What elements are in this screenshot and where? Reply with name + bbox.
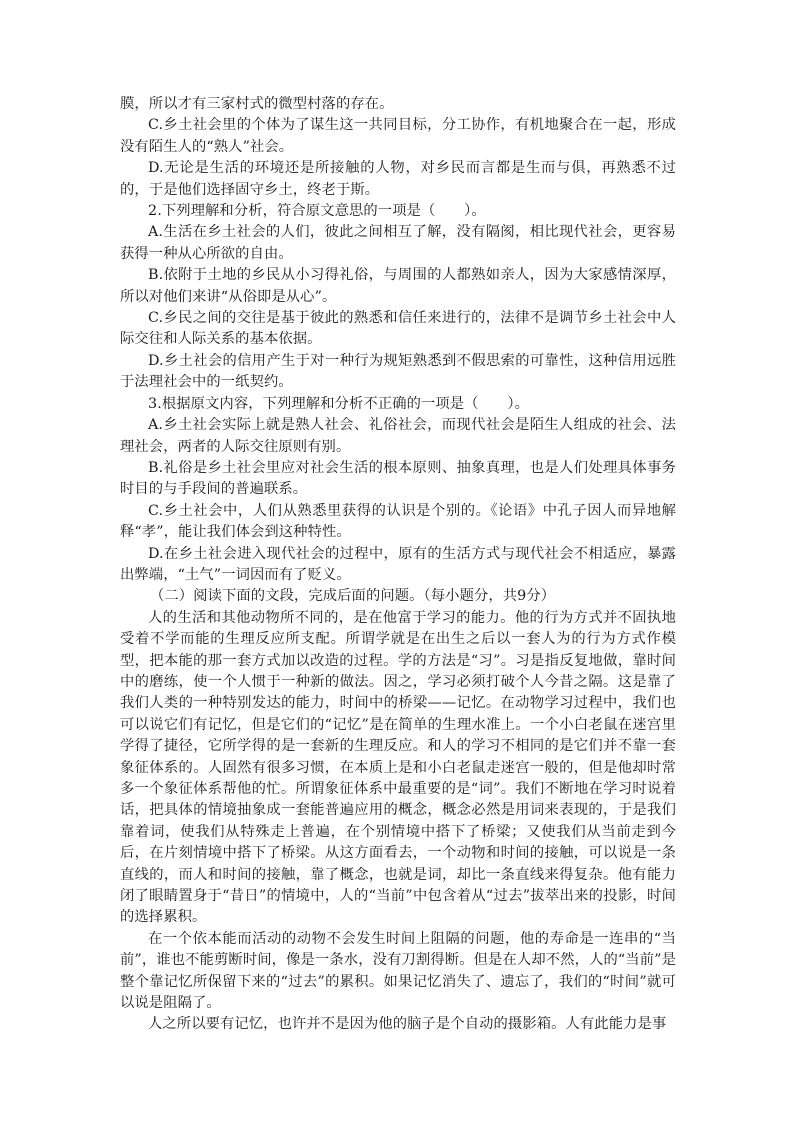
q3-option-c: C.乡土社会中，人们从熟悉里获得的认识是个别的。《论语》中孔子因人而异地解释“孝”，能让我们体会到这种特性。 <box>120 502 676 541</box>
q1-option-d: D.无论是生活的环境还是所接触的人物，对乡民而言都是生而与俱，再熟悉不过的，于是他们选择固守乡土，终老于斯。 <box>120 160 676 198</box>
q2-option-c: C.乡民之间的交往是基于彼此的熟悉和信任来进行的，法律不是调节乡土社会中人际交往和人际关系的基本依据。 <box>120 310 676 348</box>
reading-paragraph-2: 在一个依本能而活动的动物不会发生时间上阻隔的问题，他的寿命是一连串的“当前”，谁也不能剪断时间，像是一条水，没有刀割得断。但是在人却不然，人的“当前”是整个靠记忆所保留下来的“过去”的累积。如果记忆消失了、遗忘了，我们的“时间”就可以说是阻隔了。 <box>120 930 676 1012</box>
document-page <box>120 94 676 1036</box>
q2-option-b: B.依附于土地的乡民从小习得礼俗，与周围的人都熟如亲人，因为大家感情深厚，所以对他们来讲“从俗即是从心”。 <box>120 267 676 305</box>
q3-option-d: D.在乡土社会进入现代社会的过程中，原有的生活方式与现代社会不相适应，暴露出弊端，“土气”一词因而有了贬义。 <box>120 545 676 583</box>
q1-option-c: C.乡土社会里的个体为了谋生这一共同目标，分工协作，有机地聚合在一起，形成没有陌生人的“熟人”社会。 <box>120 117 676 155</box>
question-3: 3.根据原文内容，下列理解和分析不正确的一项是（ ）。 <box>148 395 530 412</box>
q3-option-b: B.礼俗是乡土社会里应对社会生活的根本原则、抽象真理，也是人们处理具体事务时目的与手段间的普遍联系。 <box>120 459 676 498</box>
paragraph-continuation: 膜，所以才有三家村式的微型村落的存在。 <box>120 96 394 112</box>
q2-option-d: D.乡土社会的信用产生于对一种行为规矩熟悉到不假思索的可靠性，这种信用远胜于法理社会中的一纸契约。 <box>120 352 676 391</box>
question-2: 2.下列理解和分析，符合原文意思的一项是（ ）。 <box>148 203 486 220</box>
q2-option-a: A.生活在乡土社会的人们，彼此之间相互了解，没有隔阂，相比现代社会，更容易获得一种从心所欲的自由。 <box>120 224 676 262</box>
q3-option-a: A.乡土社会实际上就是熟人社会、礼俗社会，而现代社会是陌生人组成的社会、法理社会，两者的人际交往原则有别。 <box>120 417 676 455</box>
reading-paragraph-3: 人之所以要有记忆，也许并不是因为他的脑子是个自动的摄影箱。人有此能力是事 <box>148 1016 667 1033</box>
reading-paragraph-1: 人的生活和其他动物所不同的，是在他富于学习的能力。他的行为方式并不固执地受着不学而能的生理反应所支配。所谓学就是在出生之后以一套人为的行为方式作模型，把本能的那一套方式加以改造的过程。学的方法是“习”。习是指反复地做，靠时间中的磨练，使一个人惯于一种新的做法。因之，学习必须打破个人今昔之隔。这是靠了我们人类的一种特别发达的能力，时间中的桥梁——记忆。在动物学习过程中，我们也可以说它们有记忆，但是它们的“记忆”是在简单的生理水准上。一个小白老鼠在迷宫里学得了捷径，它所学得的是一套新的生理反应。和人的学习不相同的是它们并不靠一套象征体系的。人固然有很多习惯，在本质上是和小白老鼠走迷宫一般的，但是他却时常多一个象征体系帮他的忙。所谓象征体系中最重要的是“词”。我们不断地在学习时说着话，把具体的情境抽象成一套能普遍应用的概念，概念必然是用词来表现的，于是我们靠着词，使我们从特殊走上普遍，在个别情境中搭下了桥梁；又使我们从当前走到今后，在片刻情境中搭下了桥梁。从这方面看去，一个动物和时间的接触，可以说是一条直线的，而人和时间的接触，靠了概念，也就是词，却比一条直线来得复杂。他有能力闭了眼睛置身于“昔日”的情境中，人的“当前”中包含着从“过去”拔萃出来的投影，时间的选择累积。 <box>120 609 676 926</box>
section-2-heading: （二）阅读下面的文段，完成后面的问题。（每小题分，共9分） <box>150 588 556 605</box>
